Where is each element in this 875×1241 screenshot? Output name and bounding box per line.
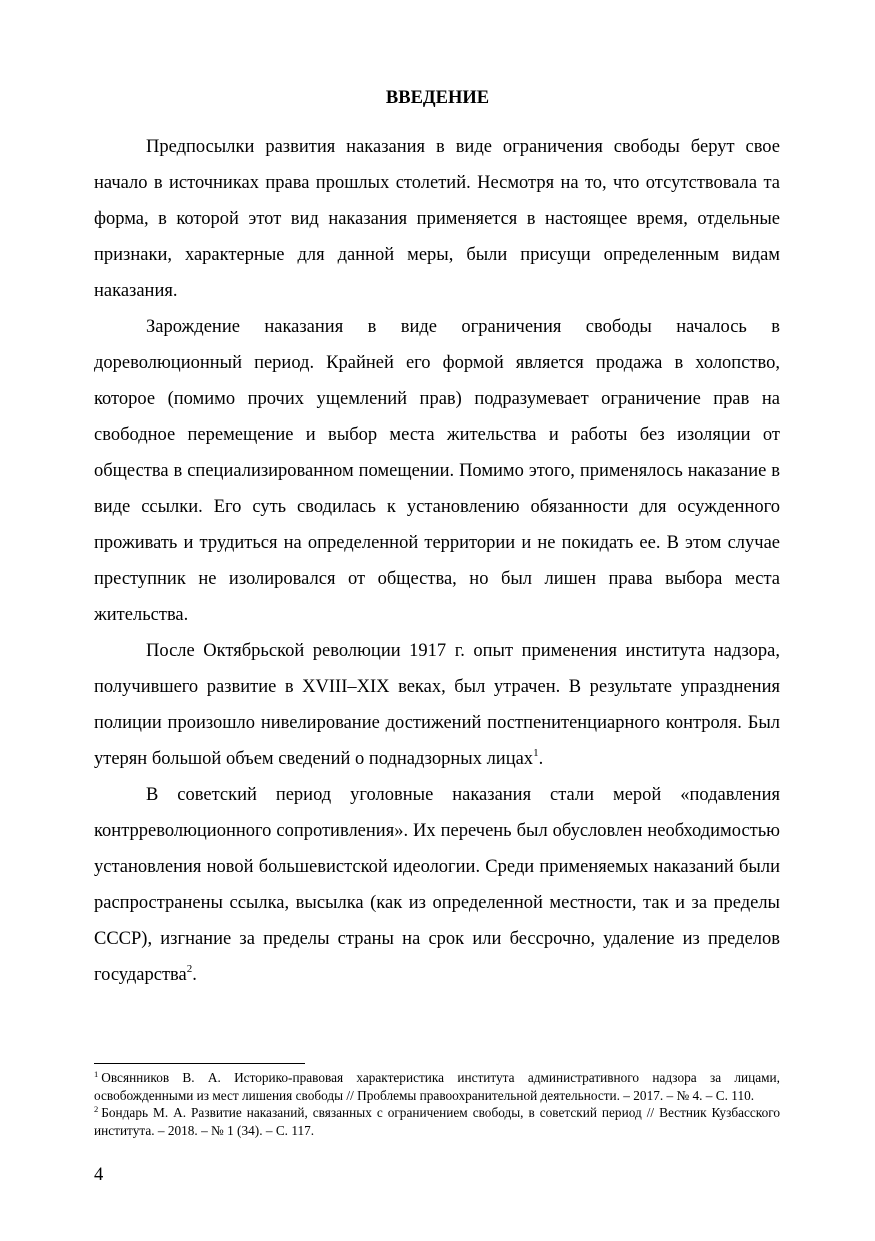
footnote-ref-2[interactable]: 2 bbox=[186, 963, 193, 975]
page-number: 4 bbox=[94, 1165, 104, 1185]
footnotes bbox=[94, 1069, 780, 1139]
footnote-ref-1[interactable]: 1 bbox=[533, 747, 539, 759]
body-text bbox=[94, 129, 780, 993]
paragraph-2: Зарождение наказания в виде ограничения свободы началось в дореволюционный период. Крайней его формой является продажа в холопство, которое (помимо прочих ущемлений прав) подразумевает ограничение прав на свободное перемещение и выбор места жительства и работы без изоляции от общества в специализированном помещении. Помимо этого, применялось наказание в виде ссылки. Его суть сводилась к установлению обязанности для осужденного проживать и трудиться на определенной территории и не покидать ее. В этом случае преступник не изолировался от общества, но был лишен права выбора места жительства. bbox=[94, 317, 780, 625]
page-title: ВВЕДЕНИЕ bbox=[385, 88, 490, 108]
paragraph-3-text: После Октябрьской революции 1917 г. опыт применения института надзора, получившего развитие в XVIII–XIX веках, был утрачен. В результате упразднения полиции произошло нивелирование достижений постпенитенциарного контроля. Был утерян большой объем сведений о поднадзорных лицах bbox=[94, 641, 780, 769]
footnote-mark-2: 2 bbox=[94, 1104, 99, 1114]
footnote-2-text: Бондарь М. А. Развитие наказаний, связанных с ограничением свободы, в советский период // Вестник Кузбасского института. – 2018. – № 1 (34). – С. 117. bbox=[94, 1105, 780, 1138]
paragraph-3-end: . bbox=[538, 749, 544, 769]
paragraph-1: Предпосылки развития наказания в виде ограничения свободы берут свое начало в источниках права прошлых столетий. Несмотря на то, что отсутствовала та форма, в которой этот вид наказания применяется в настоящее время, отдельные признаки, характерные для данной меры, были присущи определенным видам наказания. bbox=[94, 137, 780, 301]
footnote-1 bbox=[94, 1069, 780, 1104]
footnote-mark-1: 1 bbox=[94, 1069, 99, 1079]
footnote-1-text: Овсянников В. А. Историко-правовая характеристика института административного надзора за лицами, освобожденными из мест лишения свободы // Проблемы правоохранительной деятельности. – 2017. – № 4. – С. 110. bbox=[94, 1070, 780, 1103]
paragraph-4-text: В советский период уголовные наказания стали мерой «подавления контрреволюционного сопротивления». Их перечень был обусловлен необходимостью установления новой большевистской идеологии. Среди применяемых наказаний были распространены ссылка, высылка (как из определенной местности, так и за пределы СССР), изгнание за пределы страны на срок или бессрочно, удаление из пределов государства bbox=[94, 785, 780, 985]
paragraph-3 bbox=[94, 633, 780, 777]
footnote-2 bbox=[94, 1104, 780, 1139]
footnote-divider bbox=[94, 1063, 305, 1064]
paragraph-4 bbox=[94, 777, 780, 993]
paragraph-4-end: . bbox=[192, 965, 197, 985]
